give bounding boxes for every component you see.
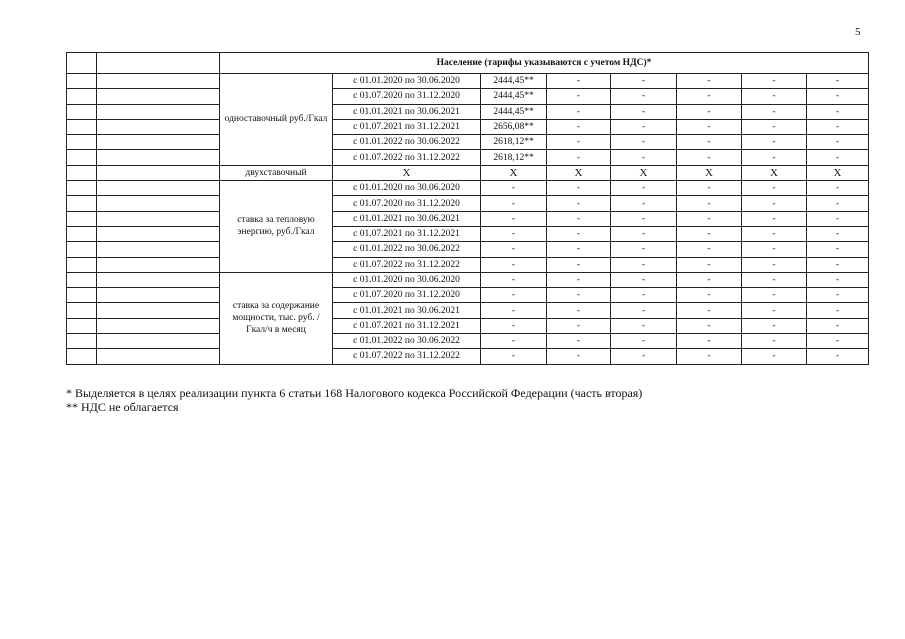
dash-cell: -: [677, 119, 742, 134]
dash-cell: -: [611, 104, 677, 119]
dash-cell: -: [481, 211, 547, 226]
dash-cell: -: [481, 242, 547, 257]
dash-cell: -: [742, 318, 807, 333]
table-row: [67, 334, 869, 349]
dash-cell: -: [677, 104, 742, 119]
table-row: [67, 257, 869, 272]
dash-cell: -: [611, 334, 677, 349]
dash-cell: -: [742, 257, 807, 272]
dash-cell: -: [742, 89, 807, 104]
empty-cell: [67, 135, 97, 150]
dash-cell: -: [677, 150, 742, 165]
dash-cell: -: [547, 242, 611, 257]
empty-cell: [67, 318, 97, 333]
period-cell: с 01.01.2021 по 30.06.2021: [333, 104, 481, 119]
dash-cell: -: [481, 288, 547, 303]
table-row: [67, 119, 869, 134]
empty-cell: [97, 150, 220, 165]
dash-cell: -: [677, 272, 742, 287]
dash-cell: -: [481, 196, 547, 211]
tariff-table: [66, 52, 869, 365]
dash-cell: -: [807, 257, 869, 272]
dash-cell: -: [611, 211, 677, 226]
dash-cell: -: [547, 211, 611, 226]
dash-cell: -: [677, 242, 742, 257]
dash-cell: -: [742, 349, 807, 364]
empty-cell: [97, 226, 220, 241]
empty-cell: [67, 165, 97, 180]
dash-cell: -: [677, 181, 742, 196]
dash-cell: -: [677, 74, 742, 89]
dash-cell: -: [547, 196, 611, 211]
dash-cell: -: [677, 196, 742, 211]
empty-cell: [97, 196, 220, 211]
empty-cell: [97, 181, 220, 196]
dash-cell: -: [481, 334, 547, 349]
empty-cell: [67, 196, 97, 211]
period-cell: с 01.01.2021 по 30.06.2021: [333, 303, 481, 318]
period-cell: с 01.01.2020 по 30.06.2020: [333, 272, 481, 287]
dash-cell: -: [807, 74, 869, 89]
dash-cell: -: [677, 288, 742, 303]
dash-cell: -: [677, 89, 742, 104]
empty-cell: [67, 226, 97, 241]
period-cell: с 01.07.2021 по 31.12.2021: [333, 318, 481, 333]
dash-cell: -: [611, 135, 677, 150]
x-mark-cell: X: [481, 165, 547, 180]
period-cell: с 01.01.2022 по 30.06.2022: [333, 135, 481, 150]
dash-cell: -: [547, 318, 611, 333]
dash-cell: -: [807, 318, 869, 333]
period-cell: с 01.07.2022 по 31.12.2022: [333, 349, 481, 364]
dash-cell: -: [742, 303, 807, 318]
table-row: [67, 288, 869, 303]
empty-cell: [67, 288, 97, 303]
period-cell: с 01.07.2021 по 31.12.2021: [333, 226, 481, 241]
dash-cell: -: [742, 181, 807, 196]
table-row: [67, 303, 869, 318]
heat-energy-rate-label: ставка за тепловую энергию, руб./Гкал: [220, 181, 333, 273]
tariff-value: 2618,12**: [481, 150, 547, 165]
dash-cell: -: [481, 349, 547, 364]
dash-cell: -: [742, 150, 807, 165]
dash-cell: -: [807, 150, 869, 165]
empty-cell: [97, 272, 220, 287]
dash-cell: -: [611, 257, 677, 272]
empty-cell: [97, 242, 220, 257]
period-cell: с 01.01.2021 по 30.06.2021: [333, 211, 481, 226]
dash-cell: -: [807, 242, 869, 257]
dash-cell: -: [547, 303, 611, 318]
table-row: [67, 318, 869, 333]
empty-cell: [97, 349, 220, 364]
dash-cell: -: [547, 288, 611, 303]
section-title: Население (тарифы указываются с учетом НДС)*: [220, 53, 869, 74]
dash-cell: -: [677, 318, 742, 333]
empty-cell: [97, 165, 220, 180]
period-cell: с 01.07.2020 по 31.12.2020: [333, 89, 481, 104]
dash-cell: -: [481, 303, 547, 318]
dash-cell: -: [742, 242, 807, 257]
tariff-value: 2444,45**: [481, 104, 547, 119]
table-row: [67, 181, 869, 196]
dash-cell: -: [611, 318, 677, 333]
x-mark-cell: X: [547, 165, 611, 180]
period-cell: с 01.07.2022 по 31.12.2022: [333, 150, 481, 165]
capacity-rate-label: ставка за содержание мощности, тыс. руб. /Гкал/ч в месяц: [220, 272, 333, 364]
table-row: [67, 349, 869, 364]
page-number: 5: [855, 26, 861, 38]
dash-cell: -: [807, 226, 869, 241]
dash-cell: -: [481, 181, 547, 196]
table-row: [67, 211, 869, 226]
empty-cell: [67, 257, 97, 272]
footnote-1: * Выделяется в целях реализации пункта 6 статьи 168 Налогового кодекса Российской Федерации (часть вторая): [66, 386, 643, 400]
dash-cell: -: [807, 89, 869, 104]
period-cell: с 01.01.2020 по 30.06.2020: [333, 74, 481, 89]
dash-cell: -: [807, 272, 869, 287]
dash-cell: -: [611, 181, 677, 196]
dash-cell: -: [677, 211, 742, 226]
dash-cell: -: [807, 196, 869, 211]
dash-cell: -: [742, 288, 807, 303]
x-mark-cell: X: [333, 165, 481, 180]
dash-cell: -: [547, 119, 611, 134]
empty-cell: [67, 53, 97, 74]
dash-cell: -: [742, 334, 807, 349]
empty-cell: [67, 119, 97, 134]
period-cell: с 01.01.2020 по 30.06.2020: [333, 181, 481, 196]
empty-cell: [67, 272, 97, 287]
table-row: [67, 89, 869, 104]
empty-cell: [67, 349, 97, 364]
dash-cell: -: [807, 303, 869, 318]
table-row: [67, 165, 869, 180]
empty-cell: [97, 89, 220, 104]
dash-cell: -: [742, 104, 807, 119]
dash-cell: -: [547, 104, 611, 119]
dash-cell: -: [611, 226, 677, 241]
empty-cell: [67, 181, 97, 196]
x-mark-cell: X: [677, 165, 742, 180]
period-cell: с 01.07.2021 по 31.12.2021: [333, 119, 481, 134]
dash-cell: -: [547, 334, 611, 349]
tariff-value: 2656,08**: [481, 119, 547, 134]
dash-cell: -: [547, 135, 611, 150]
empty-cell: [97, 119, 220, 134]
dash-cell: -: [742, 196, 807, 211]
period-cell: с 01.07.2020 по 31.12.2020: [333, 196, 481, 211]
dash-cell: -: [547, 257, 611, 272]
dash-cell: -: [611, 150, 677, 165]
x-mark-cell: X: [807, 165, 869, 180]
empty-cell: [97, 135, 220, 150]
empty-cell: [97, 257, 220, 272]
dash-cell: -: [481, 226, 547, 241]
dash-cell: -: [481, 272, 547, 287]
empty-cell: [97, 303, 220, 318]
empty-cell: [67, 303, 97, 318]
table-row: [67, 74, 869, 89]
table-header-row: [67, 53, 869, 74]
empty-cell: [97, 318, 220, 333]
dash-cell: -: [611, 196, 677, 211]
dash-cell: -: [807, 181, 869, 196]
dash-cell: -: [677, 226, 742, 241]
x-mark-cell: X: [742, 165, 807, 180]
table-row: [67, 272, 869, 287]
empty-cell: [67, 104, 97, 119]
dash-cell: -: [547, 349, 611, 364]
footnotes: [66, 386, 642, 414]
table-row: [67, 135, 869, 150]
table-row: [67, 196, 869, 211]
empty-cell: [67, 211, 97, 226]
dash-cell: -: [547, 150, 611, 165]
empty-cell: [67, 74, 97, 89]
table-row: [67, 242, 869, 257]
tariff-value: 2618,12**: [481, 135, 547, 150]
single-rate-label: одноставочный руб./Гкал: [220, 74, 333, 166]
two-rate-label: двухставочный: [220, 165, 333, 180]
table-row: [67, 226, 869, 241]
dash-cell: -: [611, 349, 677, 364]
dash-cell: -: [677, 334, 742, 349]
dash-cell: -: [677, 303, 742, 318]
empty-cell: [67, 242, 97, 257]
empty-cell: [97, 53, 220, 74]
dash-cell: -: [481, 318, 547, 333]
dash-cell: -: [807, 119, 869, 134]
dash-cell: -: [611, 89, 677, 104]
dash-cell: -: [807, 135, 869, 150]
empty-cell: [67, 334, 97, 349]
dash-cell: -: [807, 288, 869, 303]
dash-cell: -: [807, 104, 869, 119]
x-mark-cell: X: [611, 165, 677, 180]
dash-cell: -: [742, 272, 807, 287]
table-row: [67, 150, 869, 165]
dash-cell: -: [742, 211, 807, 226]
dash-cell: -: [547, 89, 611, 104]
period-cell: с 01.07.2022 по 31.12.2022: [333, 257, 481, 272]
dash-cell: -: [611, 272, 677, 287]
tariff-value: 2444,45**: [481, 74, 547, 89]
dash-cell: -: [611, 242, 677, 257]
empty-cell: [97, 74, 220, 89]
empty-cell: [97, 288, 220, 303]
empty-cell: [67, 89, 97, 104]
dash-cell: -: [611, 303, 677, 318]
footnote-2: ** НДС не облагается: [66, 400, 179, 414]
dash-cell: -: [611, 288, 677, 303]
dash-cell: -: [807, 211, 869, 226]
dash-cell: -: [742, 226, 807, 241]
dash-cell: -: [677, 135, 742, 150]
period-cell: с 01.01.2022 по 30.06.2022: [333, 242, 481, 257]
empty-cell: [67, 150, 97, 165]
table-row: [67, 104, 869, 119]
dash-cell: -: [742, 119, 807, 134]
period-cell: с 01.01.2022 по 30.06.2022: [333, 334, 481, 349]
dash-cell: -: [677, 349, 742, 364]
dash-cell: -: [481, 257, 547, 272]
empty-cell: [97, 334, 220, 349]
dash-cell: -: [807, 349, 869, 364]
dash-cell: -: [611, 74, 677, 89]
dash-cell: -: [742, 135, 807, 150]
period-cell: с 01.07.2020 по 31.12.2020: [333, 288, 481, 303]
dash-cell: -: [742, 74, 807, 89]
dash-cell: -: [611, 119, 677, 134]
empty-cell: [97, 104, 220, 119]
dash-cell: -: [547, 74, 611, 89]
dash-cell: -: [547, 181, 611, 196]
dash-cell: -: [547, 226, 611, 241]
dash-cell: -: [547, 272, 611, 287]
empty-cell: [97, 211, 220, 226]
tariff-value: 2444,45**: [481, 89, 547, 104]
dash-cell: -: [807, 334, 869, 349]
dash-cell: -: [677, 257, 742, 272]
